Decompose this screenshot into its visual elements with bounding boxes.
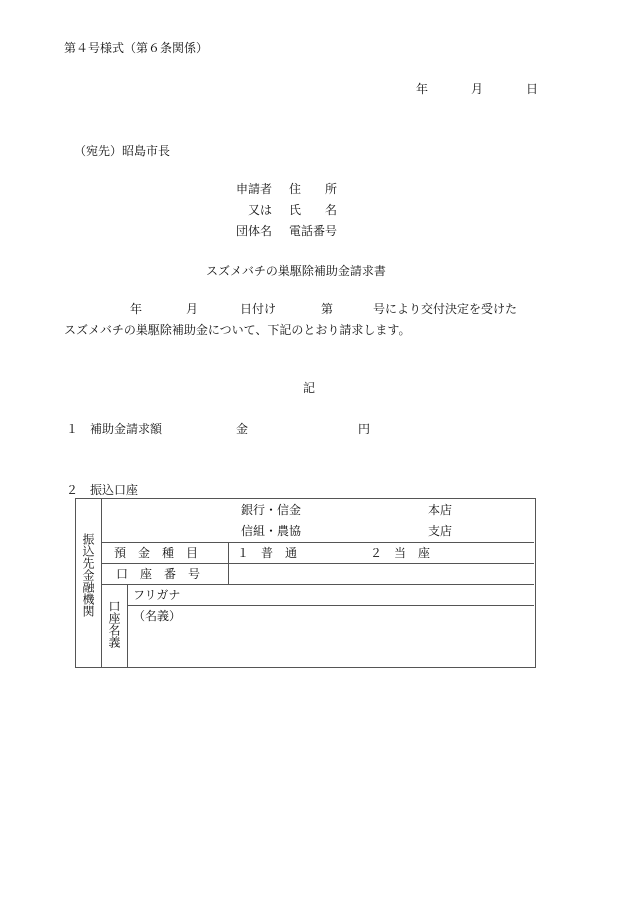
body-line-2: スズメバチの巣駆除補助金について、下記のとおり請求します。 xyxy=(64,323,411,337)
item-1-number: １ xyxy=(66,422,79,436)
body-year: 年 xyxy=(130,302,143,316)
item-2-number: ２ xyxy=(66,483,79,497)
item-2-label: 振込口座 xyxy=(90,483,139,497)
applicant-label-1: 申請者 xyxy=(236,182,273,196)
holder-label: 口座名義 xyxy=(107,600,121,648)
bank-types-1: 銀行・信金 xyxy=(241,503,302,517)
date-year: 年 xyxy=(416,82,429,96)
bank-types-2: 信組・農協 xyxy=(241,524,302,538)
meigi-label: （名義） xyxy=(133,609,182,623)
body-rest: 号により交付決定を受けた xyxy=(373,302,518,316)
document-title: スズメバチの巣駆除補助金請求書 xyxy=(206,264,386,278)
deposit-option-current[interactable]: ２ 当 座 xyxy=(370,546,431,560)
body-dai: 第 xyxy=(321,302,334,316)
addressee: （宛先）昭島市長 xyxy=(74,144,171,158)
branch-sub: 支店 xyxy=(428,524,453,538)
side-label: 振込先金融機関 xyxy=(81,533,95,617)
branch-main: 本店 xyxy=(428,503,453,517)
body-dated: 日付け xyxy=(240,302,277,316)
applicant-phone-label: 電話番号 xyxy=(289,224,338,238)
deposit-type-label: 預 金 種 目 xyxy=(114,546,199,560)
holder-label-vertical xyxy=(103,600,125,648)
item-1-kin: 金 xyxy=(236,422,249,436)
applicant-label-3: 団体名 xyxy=(236,224,273,238)
body-month: 月 xyxy=(186,302,199,316)
account-number-label: 口 座 番 号 xyxy=(116,567,201,581)
item-1-label: 補助金請求額 xyxy=(90,422,163,436)
side-label-vertical xyxy=(79,533,97,617)
form-label: 第４号様式（第６条関係） xyxy=(64,41,209,55)
item-1-yen: 円 xyxy=(358,422,371,436)
ki-heading: 記 xyxy=(303,381,316,395)
applicant-label-2: 又は xyxy=(248,203,273,217)
deposit-option-ordinary[interactable]: １ 普 通 xyxy=(237,546,298,560)
applicant-address-label: 住 所 xyxy=(289,182,338,196)
date-day: 日 xyxy=(526,82,539,96)
date-month: 月 xyxy=(471,82,484,96)
applicant-name-label: 氏 名 xyxy=(289,203,338,217)
furigana-label: フリガナ xyxy=(133,588,181,602)
